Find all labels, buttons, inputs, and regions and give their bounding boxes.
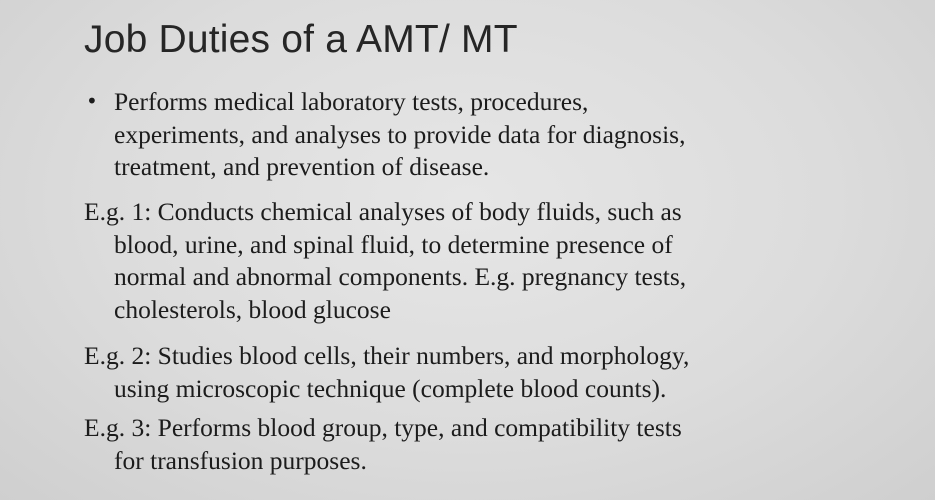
bullet-paragraph [114, 86, 914, 184]
example-1-line-2: blood, urine, and spinal fluid, to determine presence of [114, 229, 673, 259]
example-3-line-2: for transfusion purposes. [114, 445, 367, 475]
bullet-line-2: experiments, and analyses to provide data for diagnosis, [114, 119, 686, 149]
example-1-line-3: normal and abnormal components. E.g. pregnancy tests, [114, 262, 687, 291]
example-3-line-1: E.g. 3: Performs blood group, type, and compatibility tests [84, 413, 682, 442]
bullet-line-3: treatment, and prevention of disease. [114, 152, 490, 181]
example-3 [84, 412, 914, 477]
example-1-line-4: cholesterols, blood glucose [114, 294, 391, 324]
bullet-marker: • [86, 89, 98, 113]
example-2-line-2: using microscopic technique (complete blood counts). [114, 373, 667, 403]
bullet-line-1: Performs medical laboratory tests, procedures, [114, 87, 589, 116]
example-2-line-1: E.g. 2: Studies blood cells, their numbers, and morphology, [84, 341, 690, 370]
example-2 [84, 340, 914, 405]
slide-title: Job Duties of a AMT/ MT [84, 18, 518, 61]
example-1-line-1: E.g. 1: Conducts chemical analyses of body fluids, such as [84, 197, 682, 226]
example-1 [84, 196, 914, 326]
